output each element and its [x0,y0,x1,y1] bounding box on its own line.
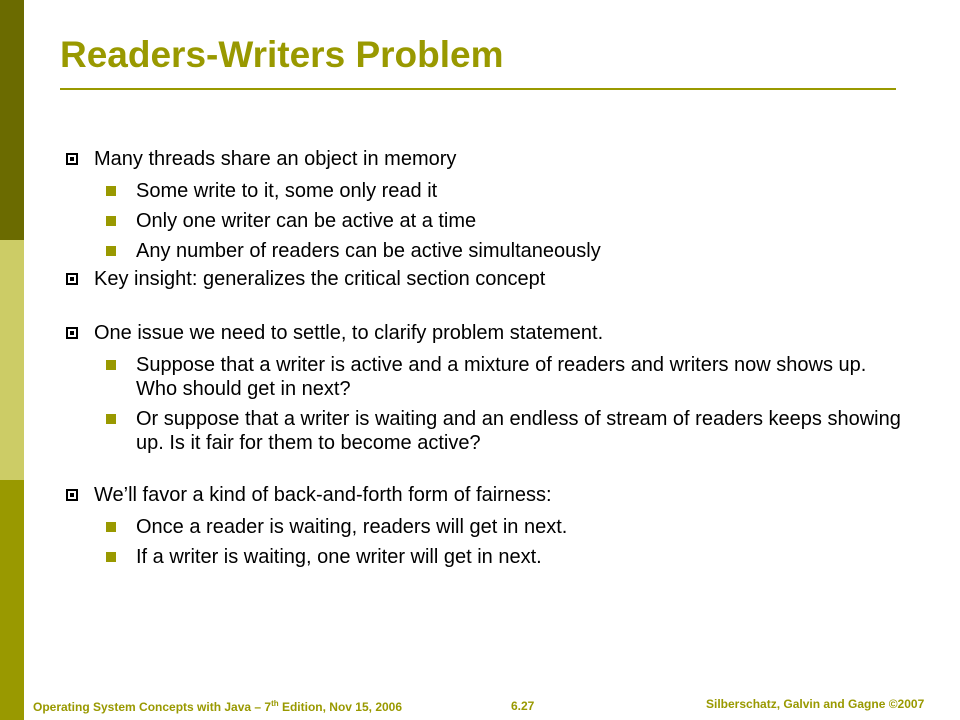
bullet-item [60,265,910,293]
sub-bullet-item [136,209,910,233]
sub-bullet-text: If a writer is waiting, one writer will get in next. [136,546,542,568]
small-square-bullet-icon [106,246,116,256]
sub-bullet-item [136,179,910,203]
title-underline [60,88,896,90]
slide-title: Readers-Writers Problem [60,34,504,75]
bullet-item [60,481,910,509]
footer-edition-superscript: th [271,699,279,708]
side-bar-middle [0,240,24,480]
sub-bullet-text: Suppose that a writer is active and a mixture of readers and writers now shows up. Who should get in next? [136,354,867,400]
footer-edition-date: Edition, Nov 15, 2006 [278,700,403,714]
slide-content [60,145,910,569]
sub-bullet-item [136,407,910,455]
footer-copyright: Silberschatz, Galvin and Gagne ©2007 [706,697,925,711]
square-bullet-icon [66,273,78,285]
small-square-bullet-icon [106,522,116,532]
side-bar-top [0,0,24,240]
small-square-bullet-icon [106,216,116,226]
bullet-text: We’ll favor a kind of back-and-forth form of fairness: [94,484,552,506]
square-bullet-icon [66,489,78,501]
bullet-item [60,319,910,347]
sub-bullet-text: Only one writer can be active at a time [136,210,477,232]
small-square-bullet-icon [106,552,116,562]
footer-book-title [33,699,402,714]
footer-book-title-text: Operating System Concepts with Java – 7 [33,700,272,714]
square-bullet-icon [66,327,78,339]
sub-bullet-text: Once a reader is waiting, readers will get in next. [136,516,568,538]
bullet-text: Many threads share an object in memory [94,148,457,170]
sub-bullet-text: Any number of readers can be active simultaneously [136,240,601,262]
sub-bullet-item [136,515,910,539]
sub-bullet-item [136,353,910,401]
small-square-bullet-icon [106,414,116,424]
small-square-bullet-icon [106,186,116,196]
sub-bullet-text: Some write to it, some only read it [136,180,438,202]
side-bar-bottom [0,480,24,720]
sub-bullet-item [136,239,910,263]
sub-bullet-item [136,545,910,569]
square-bullet-icon [66,153,78,165]
footer-page-number: 6.27 [511,699,535,713]
sub-bullet-text: Or suppose that a writer is waiting and an endless of stream of readers keeps showing up. Is it fair for them to become active? [136,408,901,454]
small-square-bullet-icon [106,360,116,370]
bullet-item [60,145,910,173]
bullet-text: One issue we need to settle, to clarify problem statement. [94,322,604,344]
bullet-text: Key insight: generalizes the critical section concept [94,268,546,290]
